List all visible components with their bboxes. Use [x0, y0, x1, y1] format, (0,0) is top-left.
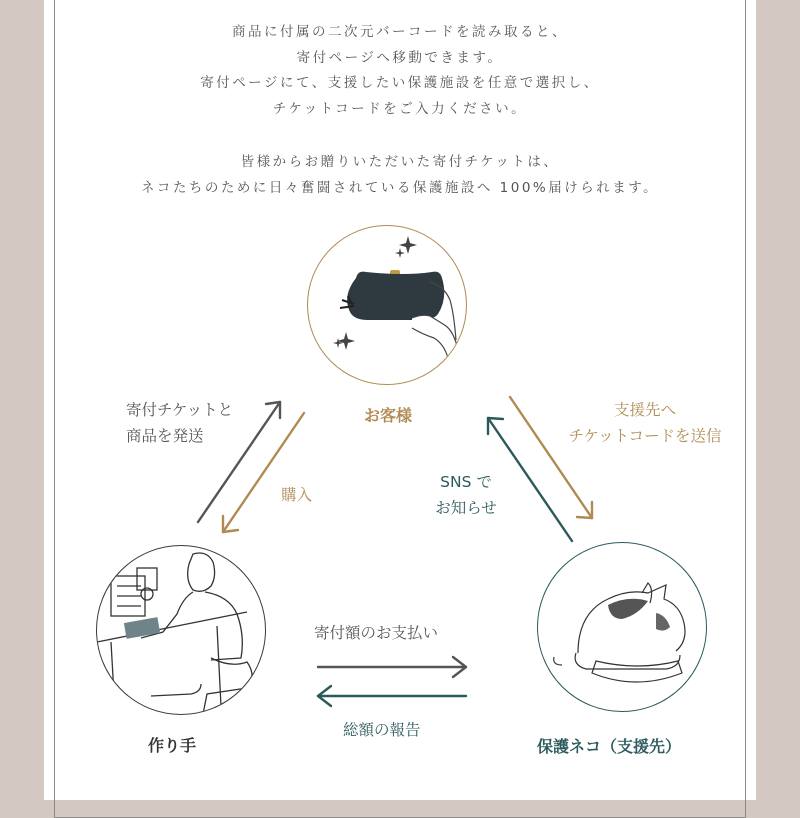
report-label: 総額の報告 — [343, 721, 421, 739]
arrow-shelter-to-maker — [318, 686, 466, 706]
ship-label-line: 商品を発送 — [126, 427, 204, 445]
arrow-customer-to-maker — [223, 413, 304, 532]
sns-label-line: SNS で — [440, 473, 492, 491]
arrow-customer-to-shelter — [510, 397, 592, 518]
arrow-maker-to-customer — [198, 402, 280, 522]
arrow-shelter-to-customer — [488, 418, 572, 541]
maker-label: 作り手 — [148, 736, 197, 755]
intro-line: ネコたちのために日々奮闘されている保護施設へ 100%届けられます。 — [140, 179, 660, 196]
send-code-label-line: チケットコードを送信 — [568, 427, 722, 445]
intro-line: 商品に付属の二次元バーコードを読み取ると、 — [232, 24, 568, 40]
intro-line: 寄付ページにて、支援したい保護施設を任意で選択し、 — [200, 75, 600, 91]
intro-line: 皆様からお贈りいただいた寄付チケットは、 — [240, 154, 560, 170]
payment-label: 寄付額のお支払い — [314, 624, 439, 642]
ship-label-line: 寄付チケットと — [126, 401, 234, 419]
shelter-label: 保護ネコ（支援先） — [537, 737, 682, 756]
arrow-maker-to-shelter — [318, 657, 466, 677]
send-code-label-line: 支援先へ — [613, 401, 676, 419]
customer-label: お客様 — [364, 406, 413, 425]
intro-line: 寄付ページへ移動できます。 — [296, 49, 504, 66]
intro-line: チケットコードをご入力ください。 — [272, 100, 528, 117]
purchase-label: 購入 — [281, 486, 313, 504]
sns-label-line: お知らせ — [435, 499, 497, 517]
